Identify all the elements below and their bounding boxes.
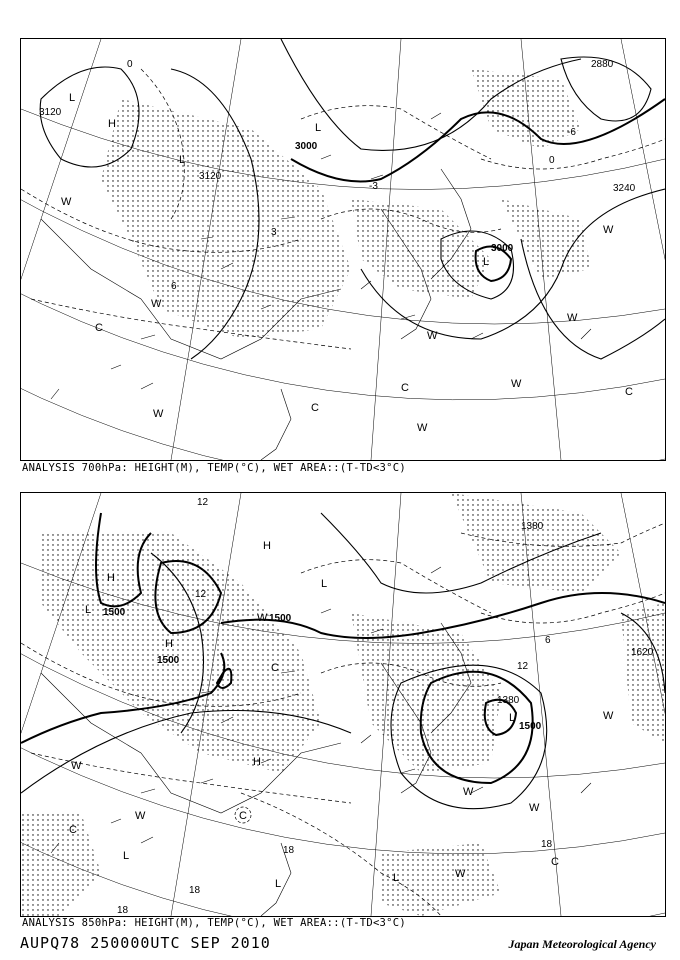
chart-code-and-time: AUPQ78 250000UTC SEP 2010 (20, 934, 271, 952)
cold-area-mark: C (95, 322, 103, 334)
cold-area-mark: C (625, 386, 633, 398)
contour-label: 1380 (521, 521, 544, 532)
pressure-center-low: L (509, 712, 516, 724)
pressure-center-low: L (275, 878, 282, 890)
isotherm-label: 3 (271, 227, 277, 238)
cold-area-mark: C (271, 662, 279, 674)
isotherm-label: 12 (195, 589, 207, 600)
isotherm-label: 18 (283, 845, 295, 856)
agency-credit: Japan Meteorological Agency (508, 937, 656, 951)
warm-area-mark: W (153, 408, 164, 420)
contour-label: 3000 (295, 141, 318, 152)
pressure-center-low: L (315, 122, 322, 134)
cold-area-mark: C (69, 824, 77, 836)
isotherm-label: -6 (567, 127, 576, 138)
pressure-center-high: H (107, 572, 115, 584)
isotherm-label: 12 (197, 497, 209, 508)
pressure-center-high: H (253, 756, 261, 768)
warm-area-mark: W (71, 760, 82, 772)
cold-area-mark: C (311, 402, 319, 414)
warm-area-mark: W (151, 298, 162, 310)
wet-area-shading (21, 493, 665, 916)
warm-area-mark: W (427, 330, 438, 342)
pressure-center-low: L (321, 578, 328, 590)
contour-label: 1620 (631, 647, 654, 658)
pressure-center-low: L (69, 92, 76, 104)
wet-area-shading (101, 69, 591, 339)
isotherm-label: 18 (117, 905, 129, 916)
contour-label: 1380 (497, 695, 520, 706)
pressure-center-high: H (108, 118, 116, 130)
caption-700hpa: ANALYSIS 700hPa: HEIGHT(M), TEMP(°C), WET AREA::(T-TD<3°C) (22, 462, 407, 474)
contour-label: 1500 (269, 613, 292, 624)
cold-area-mark: C (551, 856, 559, 868)
warm-area-mark: W (603, 710, 614, 722)
contour-label: 2880 (591, 59, 614, 70)
warm-area-mark: W (529, 802, 540, 814)
contour-label: 1500 (519, 721, 542, 732)
pressure-center-low: L (483, 256, 490, 268)
warm-area-mark: W (567, 312, 578, 324)
warm-area-mark: W (455, 868, 466, 880)
isotherm-label: 0 (127, 59, 133, 70)
warm-area-mark: W (511, 378, 522, 390)
warm-area-mark: W (61, 196, 72, 208)
contour-label: 1500 (157, 655, 180, 666)
analysis-map-700hpa (20, 38, 666, 461)
contour-label: 3120 (199, 171, 222, 182)
cold-area-mark: C (401, 382, 409, 394)
caption-850hpa: ANALYSIS 850hPa: HEIGHT(M), TEMP(°C), WET AREA::(T-TD<3°C) (22, 917, 407, 929)
contour-label: 3240 (613, 183, 636, 194)
contour-label: 1500 (103, 607, 126, 618)
warm-area-mark: W (463, 786, 474, 798)
warm-area-mark: W (257, 612, 268, 624)
pressure-center-low: L (393, 872, 400, 884)
contour-label: 3000 (491, 243, 514, 254)
pressure-center-low: L (85, 604, 92, 616)
isotherm-label: 6 (171, 281, 177, 292)
isotherm-label: 18 (189, 885, 201, 896)
pressure-center-high: H (165, 638, 173, 650)
isotherm-label: -3 (369, 181, 378, 192)
isotherm-label: 0 (549, 155, 555, 166)
warm-area-mark: W (603, 224, 614, 236)
pressure-center-high: H (263, 540, 271, 552)
contour-label: 3120 (39, 107, 62, 118)
cold-area-mark: C (239, 810, 247, 822)
pressure-center-low: L (123, 850, 130, 862)
warm-area-mark: W (417, 422, 428, 434)
isotherm-label: 18 (541, 839, 553, 850)
isotherm-label: 6 (545, 635, 551, 646)
analysis-map-850hpa (20, 492, 666, 917)
isotherm-label: 12 (517, 661, 529, 672)
pressure-center-low: L (179, 154, 186, 166)
warm-area-mark: W (135, 810, 146, 822)
